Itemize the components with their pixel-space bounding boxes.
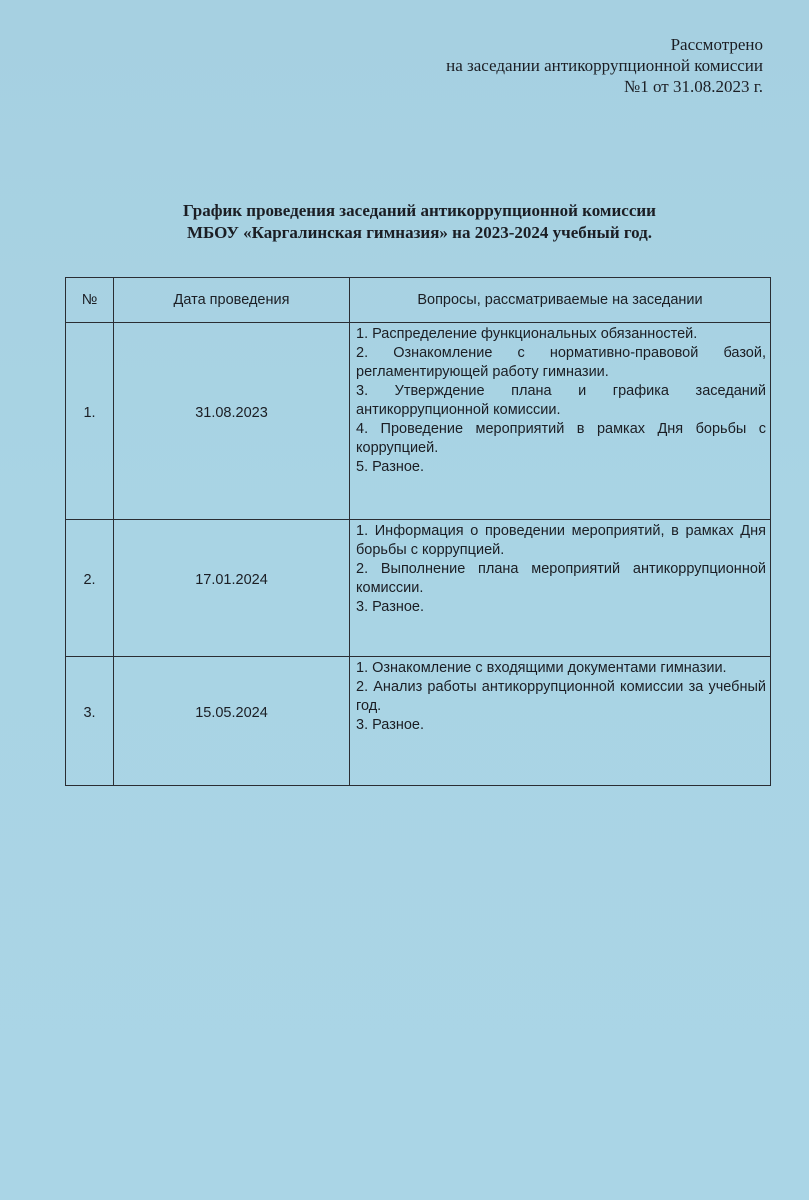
question-item: 2. Ознакомление с нормативно-правовой базой, регламентирующей работу гимназии. [356,345,766,380]
row-date: 31.08.2023 [114,323,350,520]
question-item: 3. Разное. [356,717,425,733]
title-line-1: График проведения заседаний антикоррупционной комиссии [183,201,656,220]
table-row [66,323,771,520]
table-header-row [66,278,771,323]
question-item: 1. Распределение функциональных обязанностей. [356,326,698,342]
row-questions [350,323,771,520]
table-row [66,657,771,786]
question-item: 5. Разное. [356,459,425,475]
header-date: Дата проведения [114,278,350,323]
row-date: 15.05.2024 [114,657,350,786]
table-row [66,520,771,657]
row-number: 1. [66,323,114,520]
document-title [0,200,809,244]
header-number: № [66,278,114,323]
row-number: 3. [66,657,114,786]
question-item: 1. Ознакомление с входящими документами гимназии. [356,660,727,676]
approval-stamp-text [446,34,763,97]
row-number: 2. [66,520,114,657]
question-item: 3. Утверждение плана и графика заседаний антикоррупционной комиссии. [356,383,766,418]
question-item: 4. Проведение мероприятий в рамках Дня борьбы с коррупцией. [356,421,766,456]
row-questions [350,657,771,786]
question-item: 2. Выполнение плана мероприятий антикоррупционной комиссии. [356,561,766,596]
approval-line-2: на заседании антикоррупционной комиссии [446,56,763,75]
question-item: 2. Анализ работы антикоррупционной комиссии за учебный год. [356,679,766,714]
row-questions [350,520,771,657]
row-date: 17.01.2024 [114,520,350,657]
approval-line-3: №1 от 31.08.2023 г. [624,77,763,96]
question-item: 1. Информация о проведении мероприятий, в рамках Дня борьбы с коррупцией. [356,523,766,558]
question-item: 3. Разное. [356,599,425,615]
approval-line-1: Рассмотрено [670,35,763,54]
schedule-table [65,277,771,786]
title-line-2: МБОУ «Каргалинская гимназия» на 2023-2024 учебный год. [186,223,653,242]
header-questions: Вопросы, рассматриваемые на заседании [350,278,771,323]
